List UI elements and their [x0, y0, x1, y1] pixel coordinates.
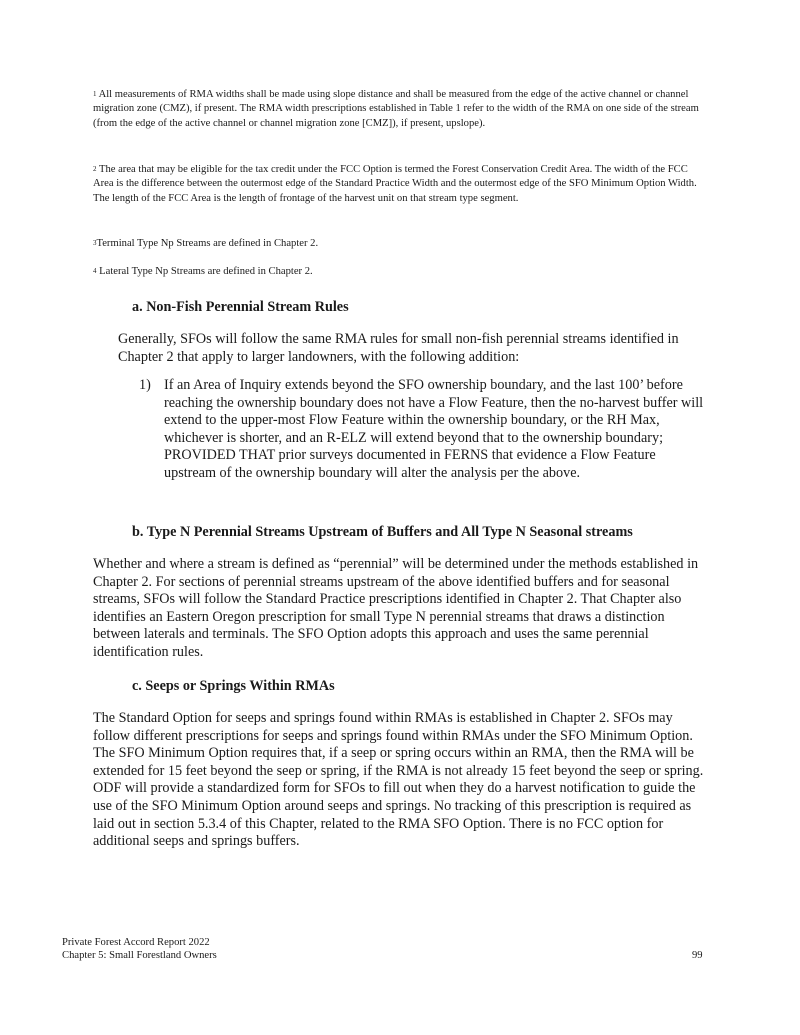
list-item-number: 1)	[139, 377, 151, 393]
footnote-text: Lateral Type Np Streams are defined in Chapter 2.	[99, 266, 313, 277]
page-number: 99	[692, 950, 703, 961]
footnote-text: The area that may be eligible for the tax credit under the FCC Option is termed the Forest Conservation Credit Area. The width of the FCC Area is the difference between the outermost edge of the Standard Practice Width and the outermost edge of the SFO Minimum Option Width. The length of the FCC Area is the length of frontage of the harvest unit on that stream type segment.	[93, 164, 697, 204]
section-c-body: The Standard Option for seeps and springs found within RMAs is established in Chapter 2. SFOs may follow different prescriptions for seeps and springs found within RMAs under the SFO Minimum Option. The SFO Minimum Option requires that, if a seep or spring occurs within an RMA, then the RMA will be extended for 15 feet beyond the seep or spring, if the RMA is not already 15 feet beyond the seep or spring. ODF will provide a standardized form for SFOs to fill out when they do a harvest notification to guide the use of the SFO Minimum Option around seeps and springs. No tracking of this prescription is required as laid out in section 5.3.4 of this Chapter, related to the RMA SFO Option. There is no FCC option for additional seeps and springs buffers.	[93, 710, 704, 850]
section-b-body: Whether and where a stream is defined as “perennial” will be determined under the methods established in Chapter 2. For sections of perennial streams upstream of the above identified buffers and for seasonal streams, SFOs will follow the Standard Practice prescriptions identified in Chapter 2. That Chapter also identifies an Eastern Oregon prescription for small Type N perennial streams that draws a distinction between laterals and terminals. The SFO Option adopts this approach and uses the same perennial identification rules.	[93, 556, 699, 660]
section-c-heading: c. Seeps or Springs Within RMAs	[132, 678, 335, 694]
footnote-text: Terminal Type Np Streams are defined in Chapter 2.	[96, 238, 319, 249]
footnote-marker: 2	[93, 165, 97, 173]
footnote-marker: 1	[93, 90, 97, 98]
footnote-4	[93, 265, 708, 279]
page-footer	[62, 937, 217, 962]
list-item-text: If an Area of Inquiry extends beyond the SFO ownership boundary, and the last 100’ before reaching the ownership boundary does not have a Flow Feature, then the no-harvest buffer will extend to the upper-most Flow Feature within the ownership boundary, or the RH Max, whichever is shorter, and an R-ELZ will extend beyond that to the ownership boundary; PROVIDED THAT prior surveys documented in FERNS that evidence a Flow Feature upstream of the ownership boundary will alter the analysis per the above.	[164, 377, 704, 481]
footnote-text: All measurements of RMA widths shall be made using slope distance and shall be measured from the edge of the active channel or channel migration zone (CMZ), if present. The RMA width prescriptions established in Table 1 refer to the width of the RMA on one side of the stream (from the edge of the active channel or channel migration zone [CMZ]), if present, upslope).	[93, 89, 699, 129]
section-b-heading: b. Type N Perennial Streams Upstream of Buffers and All Type N Seasonal streams	[132, 524, 633, 540]
footer-report-title: Private Forest Accord Report 2022	[62, 937, 210, 948]
footer-chapter-title: Chapter 5: Small Forestland Owners	[62, 949, 217, 961]
footnote-1	[93, 88, 708, 131]
footnote-2	[93, 163, 708, 206]
section-a-heading: a. Non-Fish Perennial Stream Rules	[132, 299, 349, 315]
footnote-3	[93, 237, 708, 251]
footnote-marker: 3	[93, 239, 97, 247]
footnote-marker: 4	[93, 267, 97, 275]
section-a-intro: Generally, SFOs will follow the same RMA rules for small non-fish perennial streams identified in Chapter 2 that apply to larger landowners, with the following addition:	[118, 331, 679, 365]
